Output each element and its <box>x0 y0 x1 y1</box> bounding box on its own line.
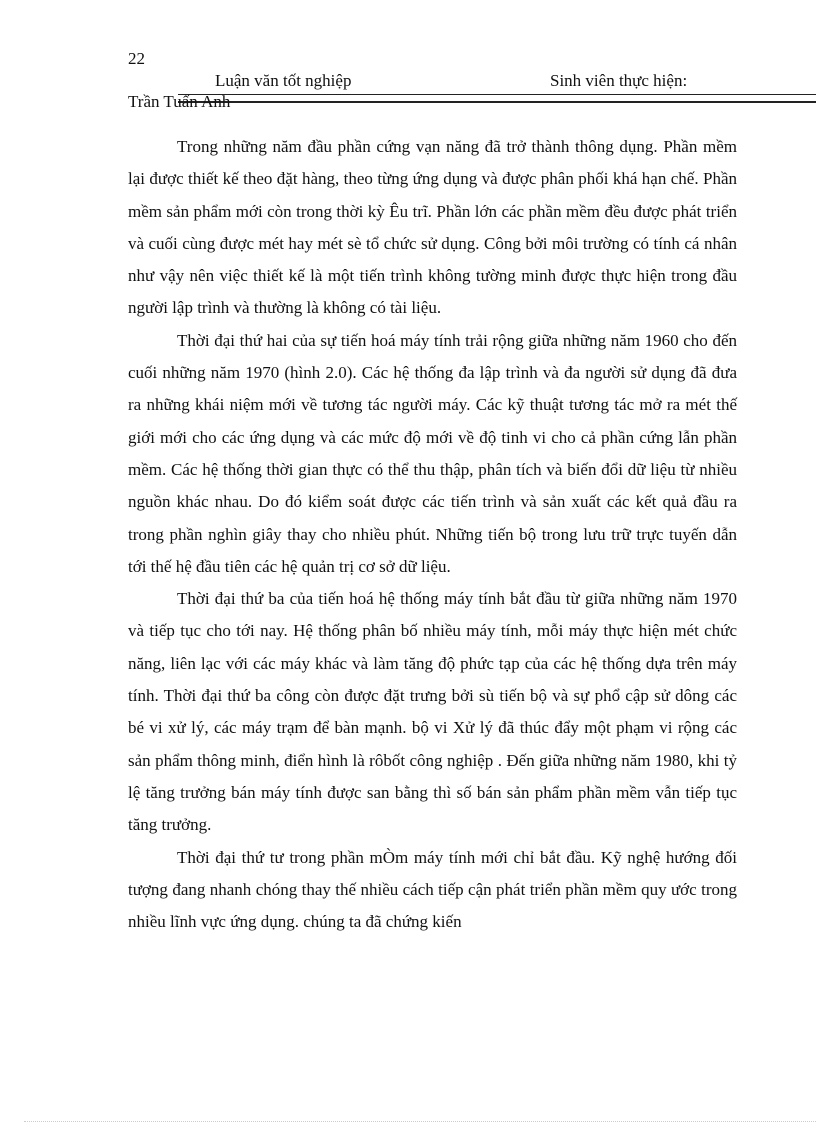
header-student-label: Sinh viên thực hiện: <box>550 71 688 90</box>
running-header <box>128 71 816 93</box>
paragraph: Thời đại thứ tư trong phần mÒm máy tính mới chỉ bắt đầu. Kỹ nghệ hướng đối tượng đang nhanh chóng thay thế nhiều cách tiếp cận phát triển phần mềm quy ước trong nhiều lĩnh vực ứng dụng. chúng ta đã chứng kiến <box>128 847 737 932</box>
header-author-name: Trần Tuấn Anh <box>128 92 231 111</box>
header-thesis-title: Luận văn tốt nghiệp <box>215 71 352 90</box>
header-double-rule <box>178 94 816 103</box>
body-text <box>128 131 737 938</box>
page-number: 22 <box>128 49 145 68</box>
paragraph: Thời đại thứ hai của sự tiến hoá máy tính trải rộng giữa những năm 1960 cho đến cuối những năm 1970 (hình 2.0). Các hệ thống đa lập trình và đa người sử dụng đã đưa ra những khái niệm mới về tương tác người máy. Các kỹ thuật tương tác mở ra mét thế giới mới cho các ứng dụng và các mức độ mới về độ tinh vi cho cả phần cứng lẫn phần mềm. Các hệ thống thời gian thực có thể thu thập, phân tích và biến đổi dữ liệu từ nhiều nguồn khác nhau. Do đó kiểm soát được các tiến trình và sản xuất các kết quả đầu ra trong phần nghìn giây thay cho nhiều phút. Những tiến bộ trong lưu trữ trực tuyến dẫn tới thế hệ đầu tiên các hệ quản trị cơ sở dữ liệu. <box>128 330 737 576</box>
footer-rule <box>24 1121 816 1122</box>
paragraph: Trong những năm đầu phần cứng vạn năng đã trở thành thông dụng. Phần mềm lại được thiết kế theo đặt hàng, theo từng ứng dụng và được phân phối khá hạn chế. Phần mềm sản phẩm mới còn trong thời kỳ Êu trĩ. Phần lớn các phần mềm đều được phát triển và cuối cùng được mét hay mét sè tổ chức sử dụng. Công bởi môi trường có tính cá nhân như vậy nên việc thiết kế là một tiến trình không tường minh được thực hiện trong đầu người lập trình và thường là không có tài liệu. <box>128 137 737 318</box>
paragraph: Thời đại thứ ba của tiến hoá hệ thống máy tính bắt đầu từ giữa những năm 1970 và tiếp tục cho tới nay. Hệ thống phân bố nhiều máy tính, mỗi máy thực hiện mét chức năng, liên lạc với các máy khác và làm tăng độ phức tạp của các hệ thống dựa trên máy tính. Thời đại thứ ba công còn được đặt trưng bởi sù tiến bộ và sự phổ cập sử dông các bé vi xử lý, các máy trạm để bàn mạnh. bộ vi Xử lý đã thúc đẩy một phạm vi rộng các sản phẩm thông minh, điển hình là rôbốt công nghiệp . Đến giữa những năm 1980, khi tỷ lệ tăng trưởng bán máy tính được san bằng thì số bán sản phẩm phần mềm vẫn tiếp tục tăng trưởng. <box>128 589 737 835</box>
